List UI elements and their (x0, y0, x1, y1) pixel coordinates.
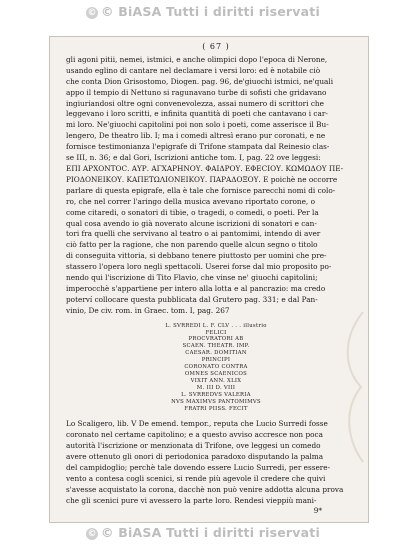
page-number: ( 67 ) (202, 42, 230, 51)
text-line: mi loro. Ne'giuochi capitolini poi non solo i poeti, come asserisce il Bu- (66, 120, 329, 130)
text-line: di conseguita vittoria, si debbano tenere piuttosto per uomini che pre- (66, 251, 327, 261)
text-line: usando eglino di cantare nel declamare i versi loro: ed è notabile ciò (66, 65, 321, 75)
text-line: autorità l'iscrizione or menzionata di Trifone, ove leggesi un comedo (66, 441, 321, 451)
text-line: coronato nel certame capitolino; e a questo avviso accresce non poca (66, 430, 323, 440)
text-line: Lo Scaligero, lib. V De emend. tempor., reputa che Lucio Surredi fosse (66, 419, 328, 429)
inscription-line: FELICI (205, 329, 227, 336)
watermark-bottom-text: © BiASA Tutti i diritti riservati (101, 525, 320, 540)
text-line: del campidoglio; perchè tale dovendo essere Lucio Surredi, per essere- (66, 463, 331, 473)
printer-signature: 9* (313, 505, 322, 515)
text-line: parlare di questa epigrafe, ella è tale che fornisce parecchi nomi di colo- (66, 185, 336, 195)
text-line: gli agoni pitii, nemei, istmici, e anche olimpici dopo l'epoca di Nerone, (66, 54, 328, 64)
inscription-line: M. III D. VIII (196, 384, 236, 391)
text-line: vento a contesa cogli scenici, si rende più agevole il credere che quivi (66, 473, 326, 483)
text-line: stassero l'opera loro negli spettacoli. Userei forse dal mio proposito po- (66, 262, 332, 272)
text-line: imperocchè s'appartiene per intero alla lotta e al pancrazio: ma credo (66, 283, 326, 293)
inscription-line: VIXIT ANN. XLIX (190, 377, 242, 384)
inscription-line: CAESAR. DOMITIAN (185, 350, 247, 357)
inscription-line: NVS MAXIMVS PANTOMIMVS (171, 398, 261, 405)
text-line: ingiuriandosi oltre ogni convenevolezza, assai numero di scrittori che (66, 98, 324, 108)
text-line: che conta Dion Grisostomo, Diogen. pag. 96, de'giuochi istmici, ne'quali (66, 76, 334, 86)
text-line: qual cosa avendo io già noverato alcune iscrizioni di sonatori e can- (66, 218, 317, 228)
text-line: lengero, De theatro lib. I; ma i comedi altresì erano pur coronati, e ne (66, 131, 326, 141)
inscription-line: L. SVRREDI L. F. CLV . . . illustrio (165, 322, 267, 329)
page-content (66, 42, 366, 517)
greek-text-line: ΡΙΟΔΟΝΕΙΚΟΥ. ΚΑΠΕΤΩΛΙΟΝΕΙΚΟΥ. ΠΑΡΑΔΟΞΟΥ. E poichè ne occorre (66, 174, 338, 184)
text-line: nendo qui l'iscrizione di Tito Flavio, che vinse ne' giuochi capitolini; (66, 273, 318, 283)
inscription-line: PROCVRATORI AB (188, 336, 244, 343)
text-line: ro, che nel correr l'aringo della musica avevano riportato corone, o (66, 196, 315, 206)
text-line: appo il tempio di Nettuno si ragunavano turbe di sofisti che gridavano (66, 87, 327, 97)
paragraph-2 (66, 419, 366, 506)
text-line: tori fra quelli che servivano al teatro o ai pantomimi, intendo di aver (66, 229, 321, 239)
text-line: fornisce testimonianza l'epigrafe di Trifone stampata dal Reinesio clas- (66, 142, 330, 152)
latin-inscription (66, 323, 366, 413)
copyright-icon: © (87, 8, 97, 18)
inscription-line: OMNES SCAENICOS (184, 371, 248, 377)
text-line: avere ottenuto gli onori di periodonica paradoxo disputando la palma (66, 452, 324, 462)
watermark-bottom (0, 525, 406, 540)
text-line: ciò fatto per la ragione, che non parendo quelle alcun segno o titolo (66, 240, 318, 250)
copyright-icon: © (87, 529, 97, 539)
inscription-line: PRINCIPI (201, 357, 231, 364)
text-line: se III, n. 36; e dal Gori, Iscrizioni antiche tom. I, pag. 22 ove leggesi: (66, 153, 321, 163)
text-line: che gli scenici pure vi avessero la parte loro. Rendesi vieppiù mani- (66, 495, 317, 505)
text-line: leggevano i loro scritti, e infinita quantità di poeti che cantavano i car- (66, 109, 328, 119)
inscription-line: L. SVRREDVS VALERIA (181, 391, 251, 398)
text-line: poterví collocare questa pubblicata dal Grutero pag. 331; e dal Pan- (66, 294, 318, 304)
watermark-top-text: © BiASA Tutti i diritti riservati (101, 4, 320, 19)
watermark-top (0, 4, 406, 19)
inscription-line: FRATRI PIISS. FECIT (184, 405, 248, 412)
inscription-line: SCAEN. THEATR. IMP. (182, 343, 250, 350)
text-line: s'avesse acquistato la corona, dacchè non può venire addotta alcuna prova (66, 484, 344, 494)
greek-text-line: ΕΠΙ ΑΡΧΟΝΤΟϹ. ΑΥΡ. ΑΓΧΑΡΗΝΟΥ. ΦΑΙΔΡΟΥ. ΕΦΕϹΙΟΥ. ΚΩΜΩΔΟΥ ΠΕ- (66, 163, 344, 173)
inscription-line: CORONATO CONTRA (184, 364, 248, 371)
text-line: vinio, De civ. rom. in Graec. tom. I, pag. 267 (66, 305, 230, 315)
text-line: come citaredi, o sonatori di tibie, o tragedi, o comedi, o poeti. Per la (66, 207, 319, 217)
paragraph-1 (66, 55, 366, 317)
